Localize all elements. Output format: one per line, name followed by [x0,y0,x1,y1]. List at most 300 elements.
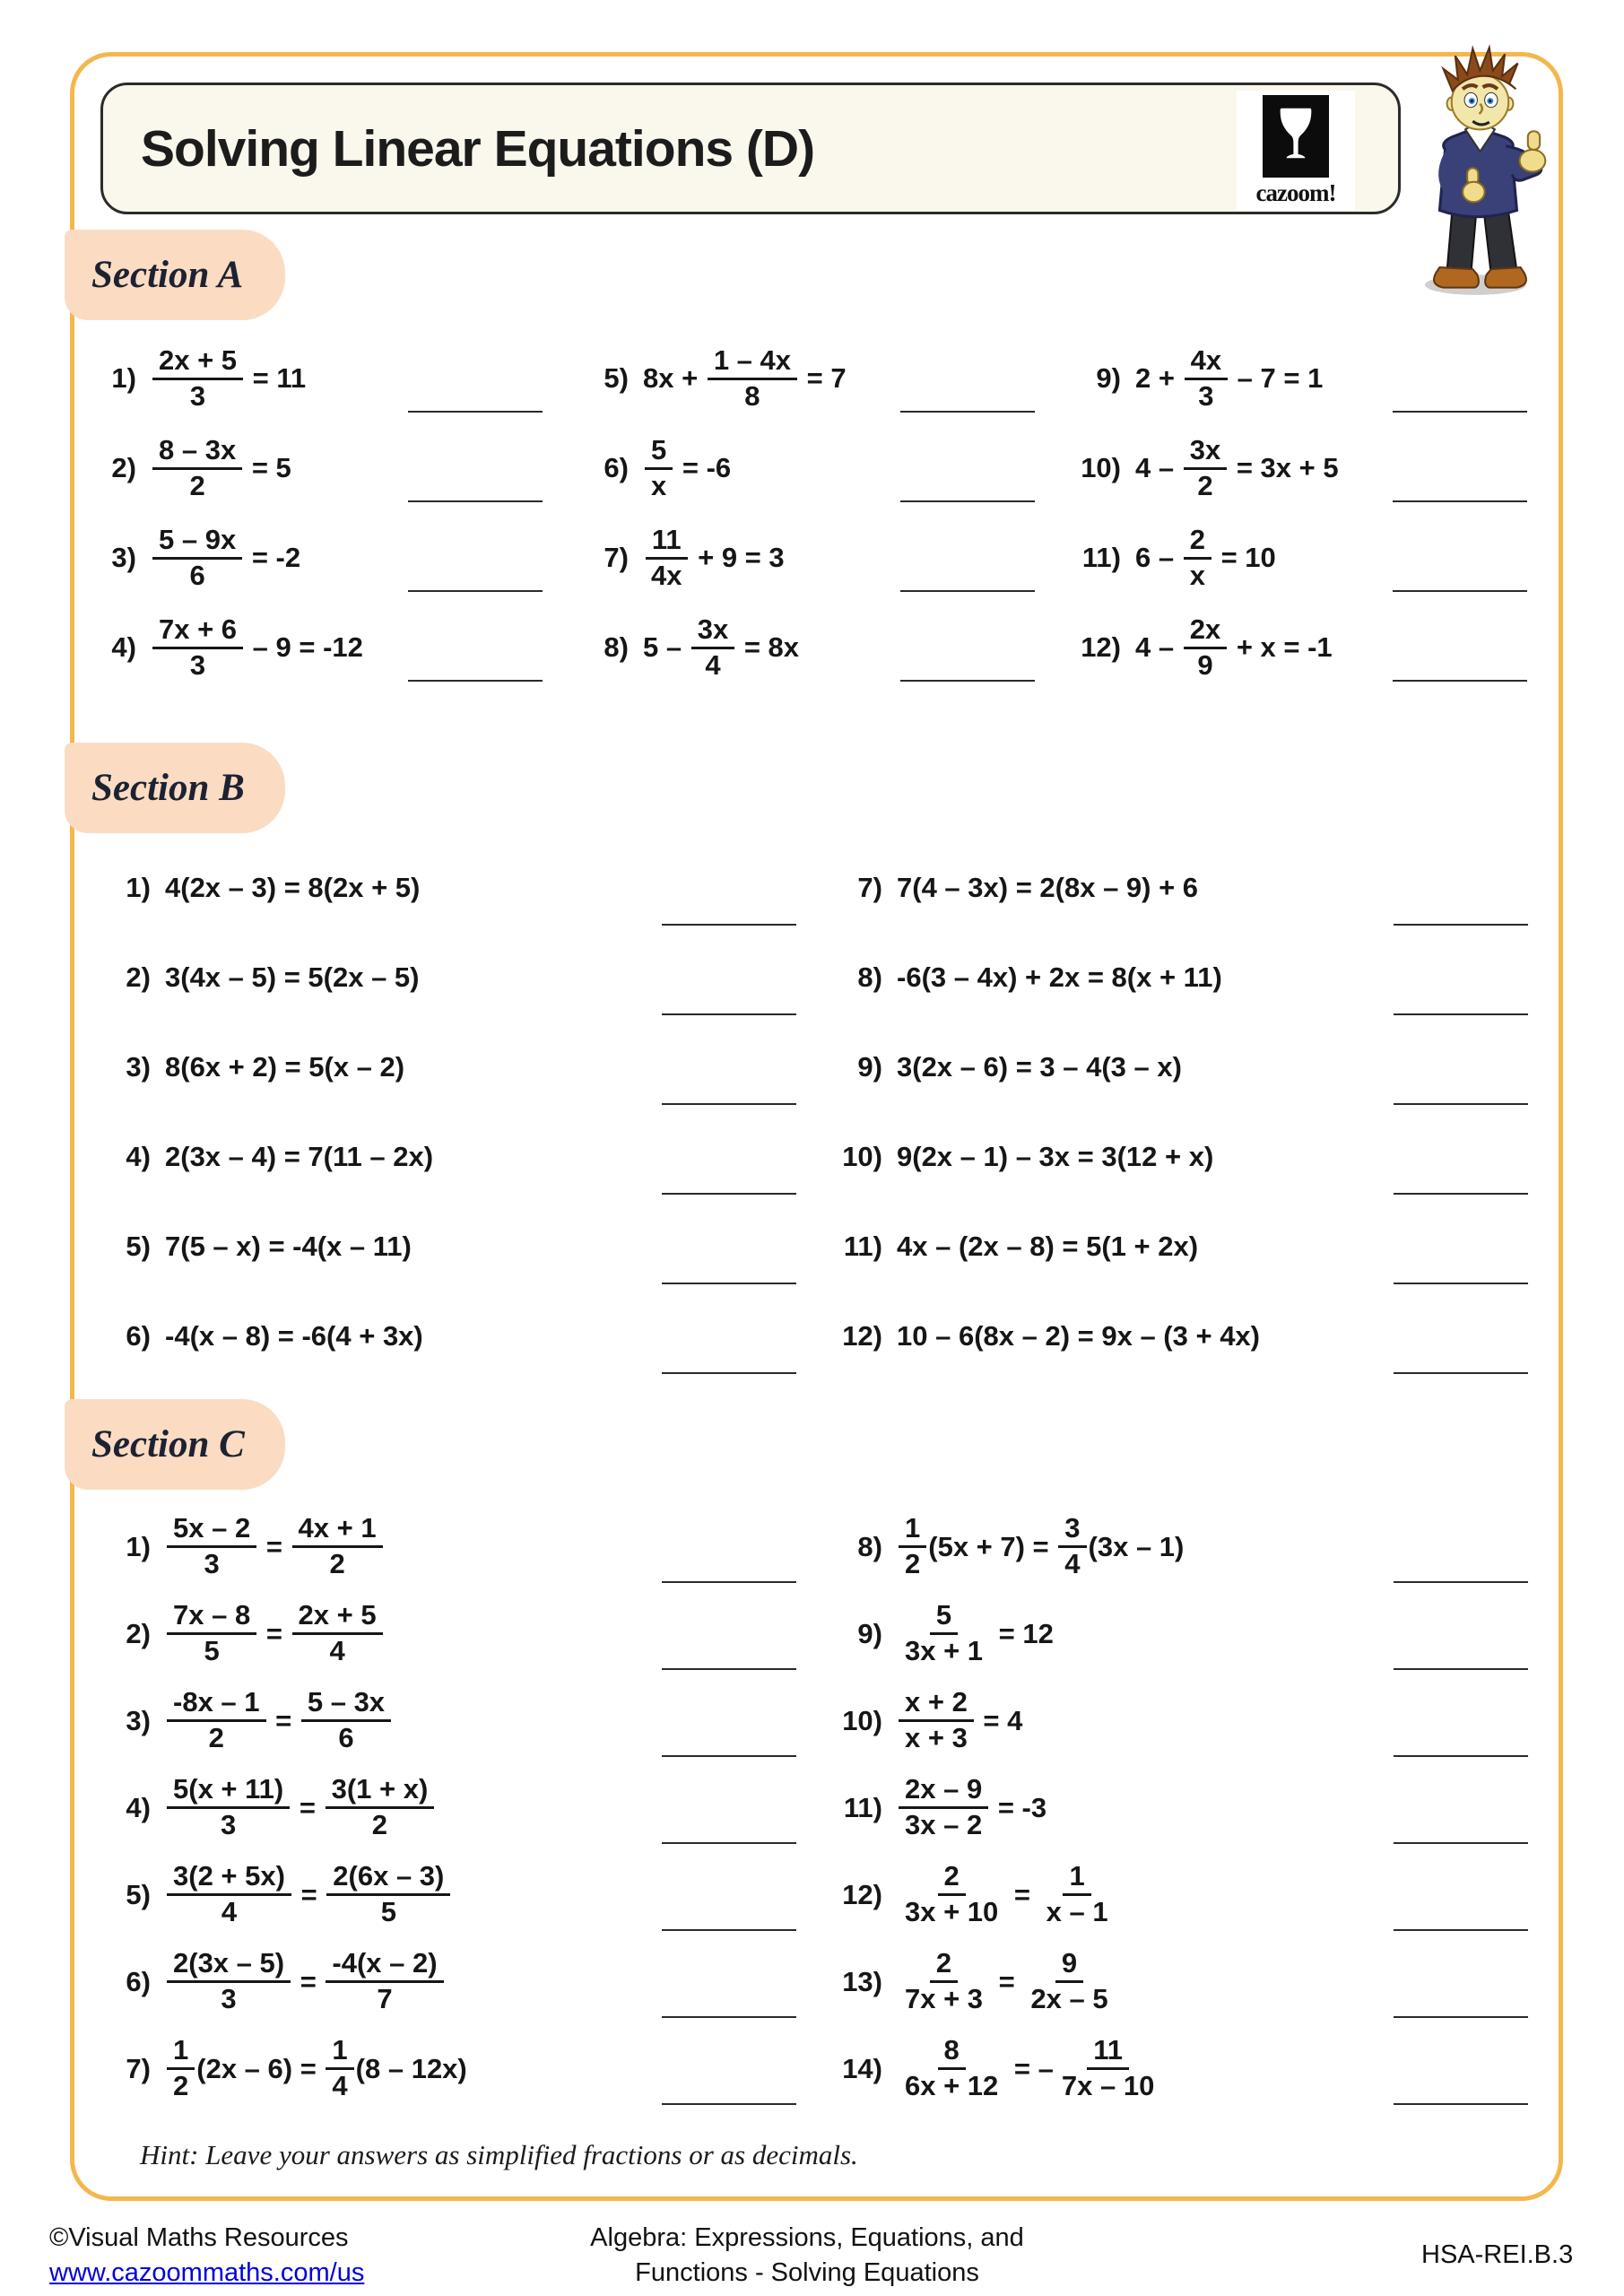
question-number: 9) [857,1617,882,1649]
question-item [820,1938,1551,2025]
answer-blank[interactable] [1394,1755,1528,1757]
equation-text: 2 + [1135,362,1183,394]
fraction-numerator: x + 2 [899,1687,974,1722]
equation-text: 3(2x – 6) = 3 – 4(3 – x) [897,1051,1182,1083]
fraction-denominator: 2 [1197,469,1213,501]
fraction-numerator: 2 [930,1948,958,1983]
fraction [326,1948,443,2014]
fraction-denominator: 6 [338,1722,354,1753]
answer-blank[interactable] [662,1668,796,1670]
question-item [74,603,566,692]
equation [136,345,401,412]
website-link[interactable]: www.cazoommaths.com/us [49,2258,365,2288]
fraction-numerator: 3x [691,614,734,649]
standard-code: HSA-REI.B.3 [1421,2240,1574,2269]
fraction [152,525,242,591]
question-number: 2) [126,961,151,993]
fraction [167,1774,290,1840]
equation [1121,435,1385,501]
equation-text: 4x – (2x – 8) = 5(1 + 2x) [897,1231,1199,1262]
question-item [88,1590,820,1677]
equation-text: (2x – 6) = [196,2052,325,2084]
question-number: 9) [857,1051,882,1083]
answer-blank[interactable] [662,1283,796,1284]
fraction [326,1774,435,1840]
fraction-numerator: 1 [1063,1861,1090,1896]
fraction [645,525,688,591]
equation [629,345,893,412]
question-number: 3) [126,1051,151,1083]
equation-text: = 4 [975,1704,1023,1736]
fraction [899,1600,989,1666]
equation-text: 4 – [1135,452,1182,483]
fraction [899,1861,1004,1927]
question-item [566,423,1058,513]
answer-blank[interactable] [662,1013,796,1015]
question-number: 2) [126,1617,151,1649]
question-number: 5) [126,1231,151,1262]
fraction [152,435,242,501]
answer-blank[interactable] [1394,2103,1528,2105]
equation-text: 6 – [1135,542,1182,573]
fraction-numerator: 2 [938,1861,966,1896]
fraction-denominator: 5 [380,1896,396,1927]
question-number: 1) [126,1530,151,1562]
answer-blank[interactable] [408,680,543,682]
logo-mark-icon [1263,95,1329,178]
fraction-numerator: 5 [930,1600,958,1635]
question-item [88,1202,820,1292]
fraction [899,1948,989,2014]
equation-text: + x = -1 [1229,631,1333,663]
answer-blank[interactable] [1394,1193,1528,1195]
equation [882,2035,1386,2101]
question-item [88,1503,820,1590]
fraction-numerator: 4x [1185,345,1228,380]
question-item [566,513,1058,603]
equation [882,872,1386,904]
question-number: 1) [126,872,151,903]
equation-text: = 3x + 5 [1229,452,1339,483]
equation-text: = 10 [1212,542,1276,573]
equation-text: = -3 [990,1791,1047,1823]
equation [1121,345,1385,412]
question-number: 7) [857,872,882,903]
equation [882,1320,1386,1352]
equation [1121,614,1385,681]
answer-blank[interactable] [1394,1581,1528,1583]
equation-text: = [258,1617,291,1649]
answer-blank[interactable] [662,1929,796,1931]
fraction-numerator: 2(6x – 3) [326,1861,450,1896]
fraction-denominator: 6 [189,559,205,591]
copyright-text: ©Visual Maths Resources [49,2223,349,2252]
question-item [88,933,820,1022]
question-number: 10) [842,1704,882,1736]
equation-text: = 12 [991,1617,1054,1649]
equation [882,1861,1386,1927]
fraction-denominator: 4 [1064,1548,1081,1579]
question-number: 3) [111,542,136,573]
equation-text: = [292,1878,326,1910]
fraction-denominator: 3 [189,648,206,681]
fraction-denominator: 4x [651,559,682,591]
equation-text: – 9 = -12 [245,631,363,663]
equation-text: = [291,1791,324,1823]
equation-text: 4 – [1135,631,1182,663]
fraction-denominator: 2 [905,1548,921,1579]
fraction-denominator: 3 [221,1983,237,2014]
mascot-illustration [1388,43,1572,300]
equation-text: 7(5 – x) = -4(x – 11) [165,1231,412,1262]
fraction-denominator: 4 [221,1896,238,1927]
fraction-denominator: 8 [744,379,760,412]
equation-text: = -6 [674,452,732,483]
question-item [88,1292,820,1381]
equation [151,1320,655,1352]
fraction-numerator: -8x – 1 [167,1687,266,1722]
fraction [645,435,673,501]
question-number: 12) [1081,631,1121,663]
equation [629,435,893,501]
fraction-numerator: 7x – 8 [167,1600,256,1635]
fraction-numerator: 2x – 9 [899,1774,988,1809]
answer-blank[interactable] [900,680,1035,682]
equation [151,1948,655,2014]
equation [882,961,1386,994]
topic-line-2: Functions - Solving Equations [635,2258,979,2288]
answer-blank[interactable] [408,590,543,592]
equation-text: = 5 [244,452,291,483]
fraction-numerator: 5x – 2 [167,1513,256,1548]
equation [151,1141,655,1173]
fraction [1024,1948,1114,2014]
equation [151,1600,655,1666]
question-item [820,1503,1551,1590]
fraction [1055,2035,1160,2101]
section-b-questions [88,843,1551,1381]
answer-blank[interactable] [662,2016,796,2018]
fraction [167,1687,266,1753]
question-number: 6) [126,1320,151,1352]
section-b-title: Section B [91,767,245,809]
fraction-numerator: 2(3x – 5) [167,1948,291,1983]
question-item [74,334,566,423]
question-number: 10) [1081,452,1121,483]
answer-blank[interactable] [662,1193,796,1195]
footer-left [49,2221,364,2291]
fraction-denominator: 3 [1198,379,1214,412]
fraction-numerator: 5 – 3x [301,1687,391,1722]
equation [882,1687,1386,1753]
equation-text: 8(6x + 2) = 5(x – 2) [165,1051,405,1083]
fraction [301,1687,391,1753]
fraction-denominator: x + 3 [905,1722,968,1753]
equation-text: 4(2x – 3) = 8(2x + 5) [165,872,421,903]
question-number: 7) [126,2052,151,2084]
question-item [820,1764,1551,1851]
question-column [566,334,1058,692]
answer-blank[interactable] [662,1103,796,1105]
answer-blank[interactable] [662,1842,796,1844]
equation-text: = [292,1965,325,1997]
equation-text: = 8x [736,631,800,663]
equation [629,525,893,591]
question-number: 4) [111,631,136,663]
answer-blank[interactable] [1394,1372,1528,1374]
fraction-denominator: 7x – 10 [1061,2070,1155,2101]
fraction [691,614,734,681]
equation [151,872,655,904]
fraction-numerator: 8 – 3x [152,435,242,470]
equation-text: 8x + [643,362,706,394]
question-item [820,1677,1551,1764]
answer-blank[interactable] [1394,1929,1528,1931]
equation-text: = 11 [245,362,307,394]
fraction [326,1861,450,1927]
equation-text: 7(4 – 3x) = 2(8x – 9) + 6 [897,872,1199,903]
equation-text: = [991,1965,1023,1997]
equation-text: 5 – [643,631,690,663]
equation [882,1600,1386,1666]
equation [882,1513,1386,1579]
answer-blank[interactable] [662,1581,796,1583]
fraction-denominator: 4 [705,648,721,681]
cazoom-logo [1237,91,1355,211]
equation-text: 3(4x – 5) = 5(2x – 5) [165,961,420,993]
question-item [820,1022,1551,1112]
equation [151,1861,655,1927]
answer-blank[interactable] [662,1755,796,1757]
question-number: 8) [857,961,882,993]
equation [136,614,401,681]
section-a-label [65,230,285,320]
fraction [1184,525,1211,591]
equation-text: 9(2x – 1) – 3x = 3(12 + x) [897,1141,1214,1172]
question-number: 8) [857,1530,882,1562]
fraction-denominator: x [1189,559,1205,591]
equation [882,1948,1386,2014]
question-item [1058,513,1550,603]
equation-text: -6(3 – 4x) + 2x = 8(x + 11) [897,961,1222,993]
question-number: 2) [111,452,136,483]
fraction [167,1948,291,2014]
fraction [167,1513,256,1579]
answer-blank[interactable] [662,1372,796,1374]
hint-text: Hint: Leave your answers as simplified fractions or as decimals. [140,2139,858,2170]
equation [151,1687,655,1753]
question-item [566,334,1058,423]
fraction [1040,1861,1115,1927]
equation-text: (8 – 12x) [355,2052,467,2084]
answer-blank[interactable] [662,2103,796,2105]
equation-text: 10 – 6(8x – 2) = 9x – (3 + 4x) [897,1320,1260,1352]
answer-blank[interactable] [900,590,1035,592]
equation-text: = -2 [244,542,301,573]
question-number: 13) [842,1965,882,1997]
question-item [74,423,566,513]
equation [882,1051,1386,1083]
fraction-denominator: 2 [371,1809,388,1840]
question-item [88,1112,820,1202]
answer-blank[interactable] [1394,924,1528,926]
equation [151,961,655,994]
fraction-numerator: 3 [1058,1513,1086,1548]
answer-blank[interactable] [1394,1283,1528,1284]
answer-blank[interactable] [1394,1103,1528,1105]
question-item [88,2025,820,2112]
equation [136,435,401,501]
fraction [1184,614,1227,681]
question-item [1058,423,1550,513]
fraction-numerator: 7x + 6 [152,614,243,649]
question-item [566,603,1058,692]
equation [151,1513,655,1579]
question-item [820,1851,1551,1938]
question-number: 8) [604,631,629,663]
fraction-denominator: 2 [189,469,205,501]
equation-text: (5x + 7) = [928,1530,1057,1562]
fraction-denominator: 4 [329,1635,345,1666]
fraction-denominator: 2x – 5 [1030,1983,1108,2014]
answer-blank[interactable] [1393,590,1527,592]
fraction-numerator: 5(x + 11) [167,1774,290,1809]
equation-text: (3x – 1) [1088,1530,1185,1562]
question-number: 4) [126,1791,151,1823]
question-item [88,1938,820,2025]
fraction-denominator: 2 [329,1548,345,1579]
question-number: 10) [842,1141,882,1172]
equation-text: -4(x – 8) = -6(4 + 3x) [165,1320,423,1352]
question-item [820,843,1551,933]
question-item [820,1112,1551,1202]
question-item [88,1022,820,1112]
answer-blank[interactable] [408,500,543,502]
answer-blank[interactable] [662,924,796,926]
question-item [88,1764,820,1851]
section-a-questions [74,334,1551,692]
question-item [1058,603,1550,692]
fraction [708,345,797,412]
fraction-numerator: 8 [938,2035,966,2070]
fraction [167,1600,256,1666]
question-item [820,1590,1551,1677]
fraction-numerator: 2x + 5 [152,345,243,380]
question-number: 11) [843,1791,882,1823]
answer-blank[interactable] [408,411,543,413]
logo-wordmark: cazoom! [1255,179,1336,206]
question-item [88,1851,820,1938]
fraction-denominator: 7 [377,1983,393,2014]
section-c-label [65,1399,285,1490]
fraction [152,614,243,681]
answer-blank[interactable] [1394,1842,1528,1844]
fraction-denominator: x [651,469,667,501]
question-number: 9) [1096,362,1121,394]
fraction-numerator: 3x [1184,435,1227,470]
equation [151,1051,655,1083]
fraction-numerator: 3(1 + x) [326,1774,435,1809]
question-item [820,1292,1551,1381]
question-item [88,843,820,933]
question-number: 11) [843,1231,882,1262]
answer-blank[interactable] [900,411,1035,413]
fraction-denominator: 5 [204,1635,220,1666]
equation [882,1141,1386,1173]
fraction-numerator: 11 [646,525,688,560]
fraction [1058,1513,1086,1579]
title-box [100,83,1401,214]
answer-blank[interactable] [900,500,1035,502]
equation-text: = – [1006,2052,1054,2084]
question-item [820,2025,1551,2112]
section-a-title: Section A [91,254,244,296]
question-number: 5) [604,362,629,394]
fraction-denominator: 3x – 2 [905,1809,983,1840]
answer-blank[interactable] [1393,500,1527,502]
fraction-denominator: 4 [332,2070,348,2101]
equation-text: 2(3x – 4) = 7(11 – 2x) [165,1141,434,1172]
fraction-numerator: 1 [326,2035,353,2070]
question-number: 5) [126,1878,151,1910]
fraction-denominator: 3 [189,379,206,412]
answer-blank[interactable] [1394,1668,1528,1670]
question-number: 7) [604,542,629,573]
answer-blank[interactable] [1394,1013,1528,1015]
question-number: 6) [126,1965,151,1997]
equation [882,1231,1386,1263]
answer-blank[interactable] [1394,2016,1528,2018]
equation-text: = [258,1530,291,1562]
fraction [326,2035,353,2101]
question-item [88,1677,820,1764]
page-title: Solving Linear Equations (D) [141,119,815,178]
equation-text: = [1006,1878,1038,1910]
fraction [167,2035,195,2101]
fraction-numerator: 1 – 4x [708,345,797,380]
fraction-numerator: 1 [167,2035,195,2070]
footer-topic [466,2221,1148,2291]
section-c-questions [88,1503,1551,2112]
fraction-denominator: 7x + 3 [905,1983,984,2014]
goblet-icon [1272,104,1319,169]
answer-blank[interactable] [1393,411,1527,413]
question-column [1058,334,1550,692]
fraction-numerator: 2x + 5 [292,1600,383,1635]
fraction-numerator: 11 [1087,2035,1129,2070]
question-number: 6) [604,452,629,483]
fraction-denominator: 2 [173,2070,189,2101]
fraction [292,1513,383,1579]
fraction-numerator: 2 [1184,525,1211,560]
fraction-denominator: 6x + 12 [905,2070,999,2101]
fraction [899,1774,988,1840]
question-number: 12) [842,1320,882,1352]
answer-blank[interactable] [1393,680,1527,682]
question-item [1058,334,1550,423]
fraction-numerator: 5 – 9x [152,525,242,560]
equation-text: = 7 [799,362,847,394]
fraction-denominator: x – 1 [1046,1896,1108,1927]
fraction [292,1600,383,1666]
equation [1121,525,1385,591]
fraction [1185,345,1228,412]
topic-line-1: Algebra: Expressions, Equations, and [590,2223,1024,2252]
question-number: 14) [842,2052,882,2084]
fraction [899,1687,974,1753]
fraction [167,1861,291,1927]
fraction-denominator: 3 [204,1548,220,1579]
